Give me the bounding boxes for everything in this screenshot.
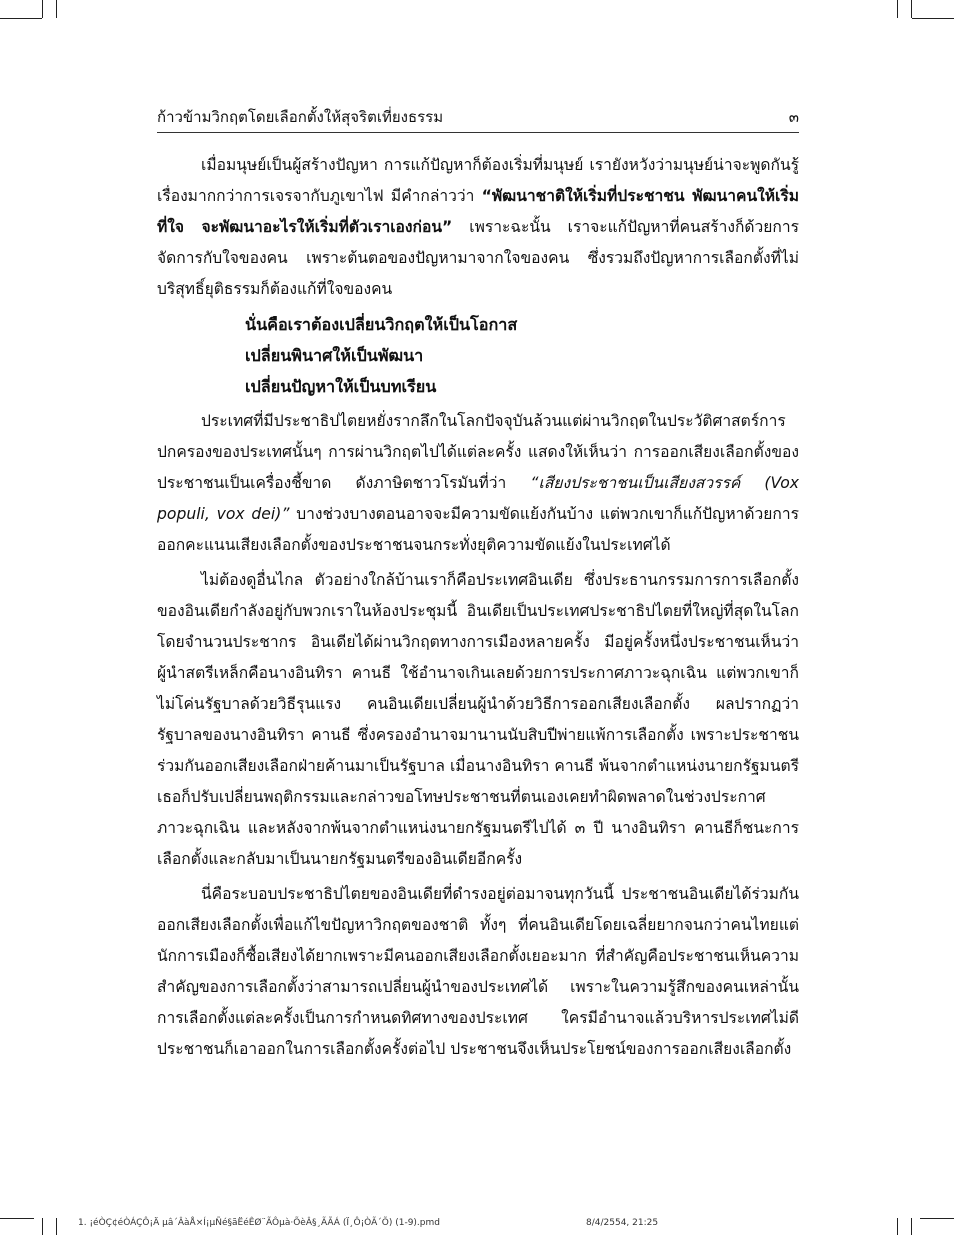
crop-mark-bottom-right-v2	[897, 1218, 898, 1235]
paragraph-1-end: เพราะฉะนั้น เราจะแก้ปัญหาที่คนสร้างก็ด้วยการจัดการกับใจของคน เพราะต้นตอของปัญหามาจากใจของคน ซึ่งรวมถึงปัญหาการเลือกตั้งที่ไม่บริสุทธิ์ยุติธรรมก็ต้องแก้ที่ใจของคน	[157, 218, 799, 298]
paragraph-1-start: เมื่อมนุษย์เป็นผู้สร้างปัญหา การแก้ปัญหาก็ต้องเริ่มที่มนุษย์ เรายังหวังว่ามนุษย์น่าจะพูดกันรู้เรื่องมากกว่าการเจรจากับภูเขาไฟ มีคำกล่าวว่า	[157, 156, 799, 205]
crop-mark-top-right-v2	[897, 0, 898, 18]
paragraph-2-italic-quote: “เสียงประชาชนเป็นเสียงสวรรค์ (Vox populi, vox dei)”	[157, 474, 799, 523]
running-header	[157, 106, 799, 133]
paragraph-2	[157, 406, 799, 561]
paragraph-1-bold-quote: “พัฒนาชาติให้เริ่มที่ประชาชน พัฒนาคนให้เริ่มที่ใจ จะพัฒนาอะไรให้เริ่มที่ตัวเราเองก่อน”	[157, 187, 799, 236]
crop-mark-bottom-left-v2	[56, 1218, 57, 1235]
crop-mark-top-left-v2	[56, 0, 57, 18]
page-number: ๓	[788, 108, 799, 126]
pull-quote-line-1: นั่นคือเราต้องเปลี่ยนวิกฤตให้เป็นโอกาส	[245, 315, 518, 334]
paragraph-1	[157, 150, 799, 305]
crop-mark-bottom-left-v1	[42, 1218, 43, 1235]
footer-timestamp: 8/4/2554, 21:25	[586, 1218, 659, 1228]
paragraph-2-start: ประเทศที่มีประชาธิปไตยหยั่งรากลึกในโลกปัจจุบันล้วนแต่ผ่านวิกฤตในประวัติศาสตร์การปกครองของประเทศนั้นๆ การผ่านวิกฤตไปได้แต่ละครั้ง แสดงให้เห็นว่า การออกเสียงเลือกตั้งของประชาชนเป็นเครื่องชี้ขาด ดังภาษิตชาวโรมันที่ว่า	[157, 412, 799, 492]
paragraph-4: นี่คือระบอบประชาธิปไตยของอินเดียที่ดำรงอยู่ต่อมาจนทุกวันนี้ ประชาชนอินเดียได้ร่วมกันออกเสียงเลือกตั้งเพื่อแก้ไขปัญหาวิกฤตของชาติ ทั้งๆ ที่คนอินเดียโดยเฉลี่ยยากจนกว่าคนไทยแต่นักการเมืองก็ซื้อเสียงได้ยากเพราะมีคนออกเสียงเลือกตั้งเยอะมาก ที่สำคัญคือประชาชนเห็นความสำคัญของการเลือกตั้งว่าสามารถเปลี่ยนผู้นำของประเทศได้ เพราะในความรู้สึกของคนเหล่านั้นการเลือกตั้งแต่ละครั้งเป็นการกำหนดทิศทางของประเทศ ใครมีอำนาจแล้วบริหารประเทศไม่ดีประชาชนก็เอาออกในการเลือกตั้งครั้งต่อไป ประชาชนจึงเห็นประโยชน์ของการออกเสียงเลือกตั้ง	[157, 885, 799, 1058]
pull-quote	[245, 309, 799, 402]
paragraph-3: ไม่ต้องดูอื่นไกล ตัวอย่างใกล้บ้านเราก็คือประเทศอินเดีย ซึ่งประธานกรรมการการเลือกตั้งของอินเดียกำลังอยู่กับพวกเราในห้องประชุมนี้ อินเดียเป็นประเทศประชาธิปไตยที่ใหญ่ที่สุดในโลกโดยจำนวนประชากร อินเดียได้ผ่านวิกฤตทางการเมืองหลายครั้ง มีอยู่ครั้งหนึ่งประชาชนเห็นว่าผู้นำสตรีเหล็กคือนางอินทิรา คานธี ใช้อำนาจเกินเลยด้วยการประกาศภาวะฉุกเฉิน แต่พวกเขาก็ไม่โค่นรัฐบาลด้วยวิธีรุนแรง คนอินเดียเปลี่ยนผู้นำด้วยวิธีการออกเสียงเลือกตั้ง ผลปรากฏว่ารัฐบาลของนางอินทิรา คานธี ซึ่งครองอำนาจมานานนับสิบปีพ่ายแพ้การเลือกตั้ง เพราะประชาชนร่วมกันออกเสียงเลือกฝ่ายค้านมาเป็นรัฐบาล เมื่อนางอินทิรา คานธี พ้นจากตำแหน่งนายกรัฐมนตรี เธอก็ปรับเปลี่ยนพฤติกรรมและกล่าวขอโทษประชาชนที่ตนเองเคยทำผิดพลาดในช่วงประกาศภาวะฉุกเฉิน และหลังจากพ้นจากตำแหน่งนายกรัฐมนตรีไปได้ ๓ ปี นางอินทิรา คานธีก็ชนะการเลือกตั้งและกลับมาเป็นนายกรัฐมนตรีของอินเดียอีกครั้ง	[157, 571, 799, 868]
pull-quote-line-3: เปลี่ยนปัญหาให้เป็นบทเรียน	[245, 377, 437, 396]
crop-mark-top-right-v1	[911, 0, 912, 18]
crop-mark-bottom-left-h	[0, 1218, 34, 1219]
crop-mark-top-left-h	[0, 18, 42, 19]
pull-quote-line-2: เปลี่ยนพินาศให้เป็นพัฒนา	[245, 346, 424, 365]
body-text	[157, 150, 799, 1069]
paragraph-2-end: บางช่วงบางตอนอาจจะมีความขัดแย้งกันบ้าง แต่พวกเขาก็แก้ปัญหาด้วยการออกคะแนนเสียงเลือกตั้งของประชาชนจนกระทั่งยุติความขัดแย้งในประเทศได้	[157, 505, 799, 554]
crop-mark-top-right-h	[912, 18, 954, 19]
crop-mark-bottom-right-v1	[911, 1218, 912, 1235]
chapter-title: ก้าวข้ามวิกฤตโดยเลือกตั้งให้สุจริตเที่ยงธรรม	[157, 108, 444, 126]
footer-filename: 1. ¡éÒÇ¢éÒÁÇÔ¡Ä µâ´ÂàÅ×Í¡µÑé§ãËéÊØ¨ÃÔµà·ÕèÂ§¸ÃÃÁ (Ï¸Ô¡ÒÃ´Õ) (1-9).pmd	[78, 1218, 440, 1228]
crop-mark-top-left-v1	[42, 0, 43, 18]
crop-mark-bottom-right-h	[920, 1218, 954, 1219]
